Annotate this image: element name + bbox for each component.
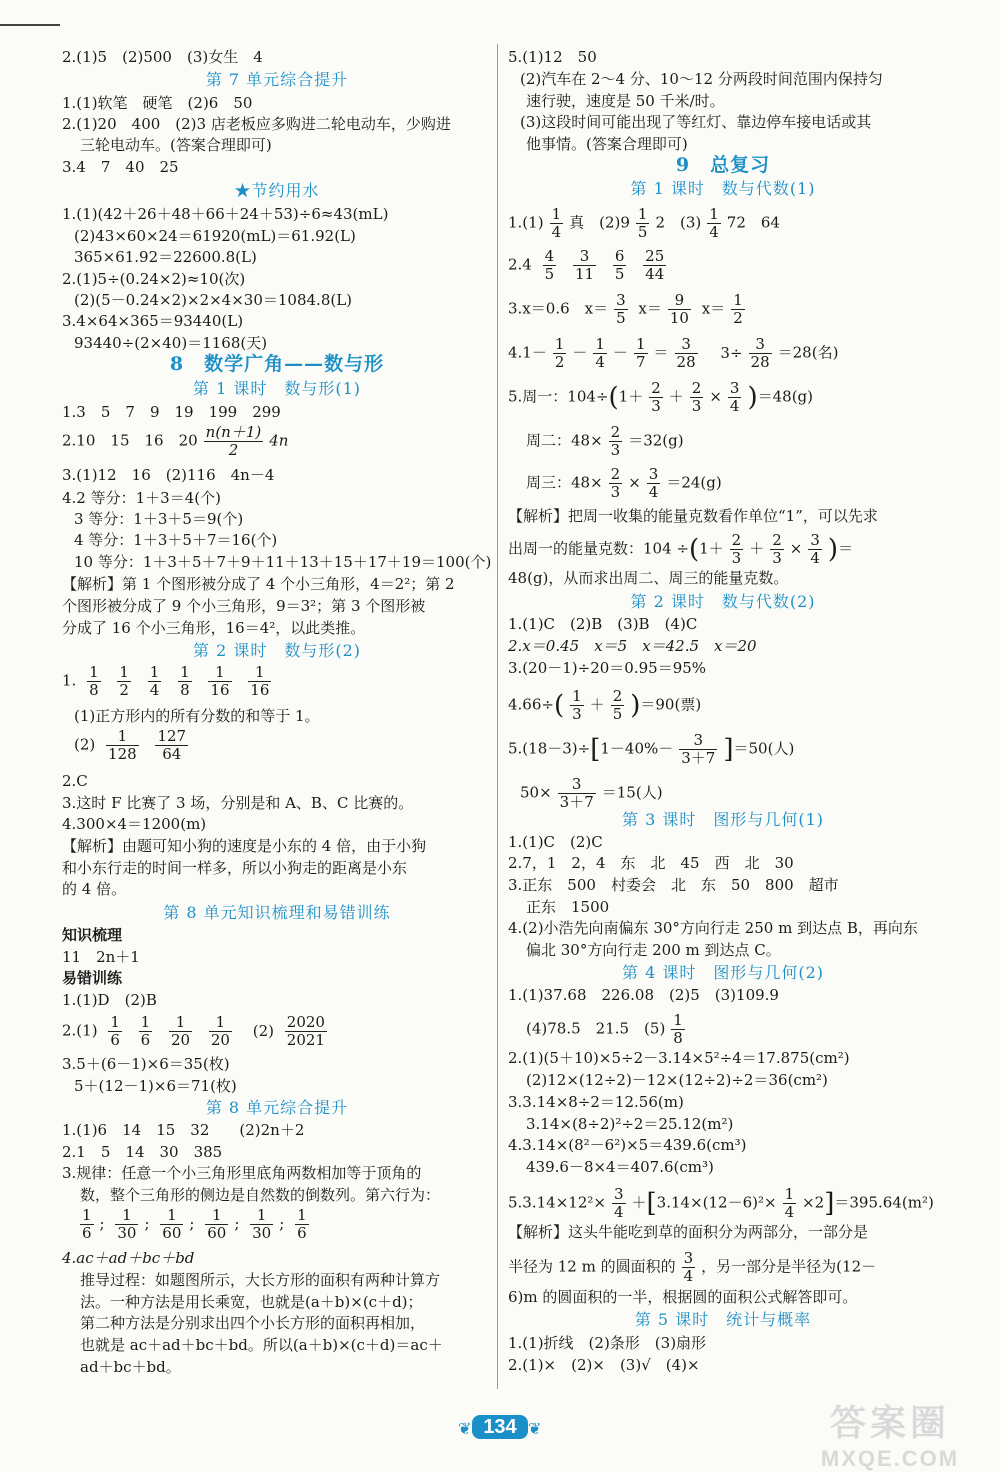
section-heading: 第 8 单元知识梳理和易错训练: [163, 903, 391, 922]
answer-line: 5.3.14×12²× $\frac{3}{4}$ ＋[3.14×(12－6)²× $\frac{1}{4}$ ×2]＝395.64(m²): [508, 1185, 934, 1221]
section-heading: 第 7 单元综合提升: [205, 70, 349, 89]
answer-line: 2.1 5 14 30 385: [62, 1143, 223, 1161]
answer-line: 法。一种方法是用长乘宽，也就是(a＋b)×(c＋d)；: [80, 1293, 423, 1311]
answer-line: 2.10 15 16 20 $\frac{n(n+1)}{2}$ 4n: [62, 423, 289, 459]
answer-line: 2.7，1 2，4 东 北 45 西 北 30: [508, 854, 794, 872]
lesson-heading: 第 4 课时 图形与几何(2): [621, 963, 825, 982]
answer-line: 速行驶，速度是 50 千米/时。: [526, 92, 725, 110]
answer-line: 3.3.14×8÷2＝12.56(m): [508, 1093, 684, 1111]
analysis-line: 【解析】由题可知小狗的速度是小东的 4 倍，由于小狗: [62, 837, 427, 855]
analysis-line: 的 4 倍。: [62, 880, 127, 898]
answer-line: 三轮电动车。(答案合理即可): [80, 136, 272, 154]
watermark-url: MXQE.COM: [820, 1446, 960, 1471]
analysis-line: 6)m 的圆面积的一半，根据圆的面积公式解答即可。: [508, 1288, 858, 1306]
analysis-line: 【解析】第 1 个图形被分成了 4 个小三角形，4＝2²；第 2: [62, 575, 455, 593]
lesson-heading: 第 5 课时 统计与概率: [634, 1310, 812, 1329]
answer-line: 93440÷(2×40)＝1168(天): [74, 334, 268, 352]
answer-line: 1.(1)C (2)B (3)B (4)C: [508, 615, 698, 633]
answer-line: 3.x＝0.6 x＝ $\frac{3}{5}$ x＝ $\frac{9}{10}$ x＝ $\frac{1}{2}$: [508, 291, 743, 327]
answer-line: 11 2n＋1: [62, 948, 140, 966]
answer-line: 4.(2)小浩先向南偏东 30°方向行走 250 m 到达点 B，再向东: [508, 919, 918, 937]
answer-line: 4.300×4＝1200(m): [62, 815, 207, 833]
watermark-text: 答案圈: [829, 1402, 950, 1443]
answer-line: 5.(1)12 50: [508, 48, 597, 66]
answer-line: 3.规律：任意一个小三角形里底角两数相加等于顶角的: [62, 1164, 422, 1182]
answer-line: 2.(1)5÷(0.24×2)≈10(次): [62, 270, 246, 288]
answer-line: 3 等分：1＋3＋5＝9(个): [74, 510, 244, 528]
answer-line: 1.(1)6 14 15 32 (2)2n＋2: [62, 1121, 305, 1139]
analysis-line: 【解析】把周一收集的能量克数看作单位“1”，可以先求: [508, 507, 878, 525]
subsection-label: 易错训练: [62, 969, 123, 987]
answer-line: 3.(20－1)÷20＝0.95＝95%: [508, 659, 707, 677]
top-rule: [0, 24, 60, 26]
answer-line: (2)汽车在 2～4 分、10～12 分两段时间范围内保持匀: [520, 70, 883, 88]
answer-line: 4.1－ $\frac{1}{2}$ － $\frac{1}{4}$ － $\frac{1}{7}$ ＝ $\frac{3}{28}$ 3÷ $\frac{3}{28}$ ＝28(名): [508, 335, 839, 371]
answer-line: (2)(5－0.24×2)×2×4×30＝1084.8(L): [74, 291, 353, 309]
answer-line: 5.周一：104÷(1＋ $\frac{2}{3}$ ＋ $\frac{2}{3}$ × $\frac{3}{4}$ )＝48(g): [508, 379, 814, 415]
answer-line: 5.(18－3)÷[1－40%－ $\frac{3}{3+7}$ ]＝50(人): [508, 731, 795, 767]
answer-line: 3.(1)12 16 (2)116 4n－4: [62, 466, 275, 484]
answer-line: 推导过程：如题图所示，大长方形的面积有两种计算方: [80, 1271, 441, 1289]
answer-line: (2)12×(12÷2)－12×(12÷2)÷2＝36(cm²): [526, 1071, 828, 1089]
analysis-line: 分成了 16 个小三角形，16＝4²，以此类推。: [62, 619, 366, 637]
answer-line: 第二种方法是分别求出四个小长方形的面积再相加，: [80, 1314, 426, 1332]
answer-line: 2.4 $\frac{4}{5}$ $\frac{3}{11}$ $\frac{6}{5}$ $\frac{25}{44}$: [508, 247, 665, 283]
answer-line: 1. $\frac{1}{8}$ $\frac{1}{2}$ $\frac{1}{4}$ $\frac{1}{8}$ $\frac{1}{16}$ $\frac{1}{16}$: [62, 663, 270, 699]
answer-line: 3.4×64×365＝93440(L): [62, 312, 244, 330]
answer-line: 2.(1) $\frac{1}{6}$ $\frac{1}{6}$ $\frac{1}{20}$ $\frac{1}{20}$ (2) $\frac{2020}{2021}$: [62, 1013, 325, 1049]
section-heading: 第 8 单元综合提升: [205, 1098, 349, 1117]
answer-line: 1.3 5 7 9 19 199 299: [62, 403, 281, 421]
analysis-line: 48(g)，从而求出周二、周三的能量克数。: [508, 569, 789, 587]
answer-line: 4.2 等分：1＋3＝4(个): [62, 489, 221, 507]
answer-line: 2.(1)× (2)× (3)√ (4)×: [508, 1356, 700, 1374]
lesson-heading: 第 2 课时 数与代数(2): [630, 592, 816, 611]
answer-line: 2.C: [62, 772, 88, 790]
chapter-heading: 9 总复习: [675, 154, 771, 176]
section-heading: ★节约用水: [234, 181, 320, 200]
answer-line: 正东 1500: [526, 898, 610, 916]
answer-line: 5＋(12－1)×6＝71(枚): [74, 1077, 237, 1095]
answer-line: (4)78.5 21.5 (5) $\frac{1}{8}$: [526, 1011, 683, 1047]
answer-line: 1.(1)37.68 226.08 (2)5 (3)109.9: [508, 986, 779, 1004]
answer-line: 周二：48× $\frac{2}{3}$ ＝32(g): [526, 423, 684, 459]
answer-line: 2.(1)5 (2)500 (3)女生 4: [62, 48, 263, 66]
answer-line: 1.(1) $\frac{1}{4}$ 真 (2)9 $\frac{1}{5}$ 2 (3) $\frac{1}{4}$ 72 64: [508, 205, 780, 241]
page-number-badge: [458, 1413, 542, 1443]
answer-line: 3.5＋(6－1)×6＝35(枚): [62, 1055, 230, 1073]
lesson-heading: 第 2 课时 数与形(2): [192, 641, 362, 660]
answer-line: (2)43×60×24＝61920(mL)＝61.92(L): [74, 227, 356, 245]
analysis-line: 个图形被分成了 9 个小三角形，9＝3²；第 3 个图形被: [62, 597, 426, 615]
answer-line: (1)正方形内的所有分数的和等于 1。: [74, 707, 320, 725]
lesson-heading: 第 1 课时 数与形(1): [192, 379, 362, 398]
answer-line: 4.ac＋ad＋bc＋bd: [62, 1249, 195, 1267]
answer-line: 4.66÷( $\frac{1}{3}$ ＋ $\frac{2}{5}$ )＝90(票): [508, 687, 702, 723]
analysis-line: 【解析】这头牛能吃到草的面积分为两部分，一部分是: [508, 1223, 869, 1241]
page-number: 134: [472, 1415, 528, 1439]
column-divider: [497, 44, 498, 1389]
lesson-heading: 第 3 课时 图形与几何(1): [621, 810, 825, 829]
answer-line: 1.(1)软笔 硬笔 (2)6 50: [62, 94, 253, 112]
answer-line: 1.(1)(42＋26＋48＋66＋24＋53)÷6≈43(mL): [62, 205, 389, 223]
answer-line: 2.x＝0.45 x＝5 x＝42.5 x＝20: [508, 637, 757, 655]
answer-line: 1.(1)C (2)C: [508, 833, 603, 851]
answer-line: 他事情。(答案合理即可): [526, 135, 688, 153]
answer-line: 1.(1)D (2)B: [62, 991, 157, 1009]
answer-line: 3.14×(8÷2)²÷2＝25.12(m²): [526, 1115, 734, 1133]
answer-line: 10 等分：1＋3＋5＋7＋9＋11＋13＋15＋17＋19＝100(个): [74, 553, 492, 571]
answer-line: 50× $\frac{3}{3+7}$ ＝15(人): [520, 775, 663, 811]
analysis-line: 半径为 12 m 的圆面积的 $\frac{3}{4}$ ，另一部分是半径为(12－: [508, 1249, 877, 1285]
fraction: $\frac{n(n+1)}{2}$: [205, 423, 262, 459]
answer-line: 偏北 30°方向行走 200 m 到达点 C。: [526, 941, 781, 959]
answer-line: $\frac{1}{6}$ ; $\frac{1}{30}$ ; $\frac{1}{60}$ ; $\frac{1}{60}$ ; $\frac{1}{30}$ ; $\frac{1}{6}$: [82, 1206, 307, 1242]
answer-line: 3.正东 500 村委会 北 东 50 800 超市: [508, 876, 839, 894]
answer-line: 2.(1)(5＋10)×5÷2－3.14×5²÷4＝17.875(cm²): [508, 1049, 850, 1067]
answer-line: 周三：48× $\frac{2}{3}$ × $\frac{3}{4}$ ＝24(g): [526, 465, 722, 501]
answer-line: 3.4 7 40 25: [62, 158, 179, 176]
wing-right-icon: ❦: [528, 1419, 542, 1438]
answer-line: 439.6－8×4＝407.6(cm³): [526, 1158, 714, 1176]
answer-line: 1.(1)折线 (2)条形 (3)扇形: [508, 1334, 707, 1352]
answer-line: 4 等分：1＋3＋5＋7＝16(个): [74, 531, 278, 549]
lesson-heading: 第 1 课时 数与代数(1): [630, 179, 816, 198]
answer-line: 365×61.92＝22600.8(L): [74, 248, 257, 266]
subsection-label: 知识梳理: [62, 926, 123, 944]
answer-line: 3.这时 F 比赛了 3 场，分别是和 A、B、C 比赛的。: [62, 794, 414, 812]
answer-line: 4.3.14×(8²－6²)×5＝439.6(cm³): [508, 1136, 747, 1154]
answer-line: ad＋bc＋bd。: [80, 1358, 181, 1376]
wing-left-icon: ❦: [458, 1419, 472, 1438]
answer-line: 2.(1)20 400 (2)3 店老板应多购进二轮电动车，少购进: [62, 115, 451, 133]
watermark-logo: [810, 1395, 970, 1472]
answer-line: (2) $\frac{1}{128}$ $\frac{127}{64}$: [74, 727, 187, 763]
answer-line: 也就是 ac＋ad＋bc＋bd。所以(a＋b)×(c＋d)＝ac＋: [80, 1336, 443, 1354]
answer-line: (3)这段时间可能出现了等红灯、靠边停车接电话或其: [520, 113, 872, 131]
answer-line: 数，整个三角形的侧边是自然数的倒数列。第六行为：: [80, 1186, 441, 1204]
analysis-line: 出周一的能量克数：104 ÷(1＋ $\frac{2}{3}$ ＋ $\frac{2}{3}$ × $\frac{3}{4}$ )＝: [508, 531, 854, 567]
analysis-line: 和小东行走的时间一样多，所以小狗走的距离是小东: [62, 859, 408, 877]
chapter-heading: 8 数学广角——数与形: [169, 353, 385, 375]
